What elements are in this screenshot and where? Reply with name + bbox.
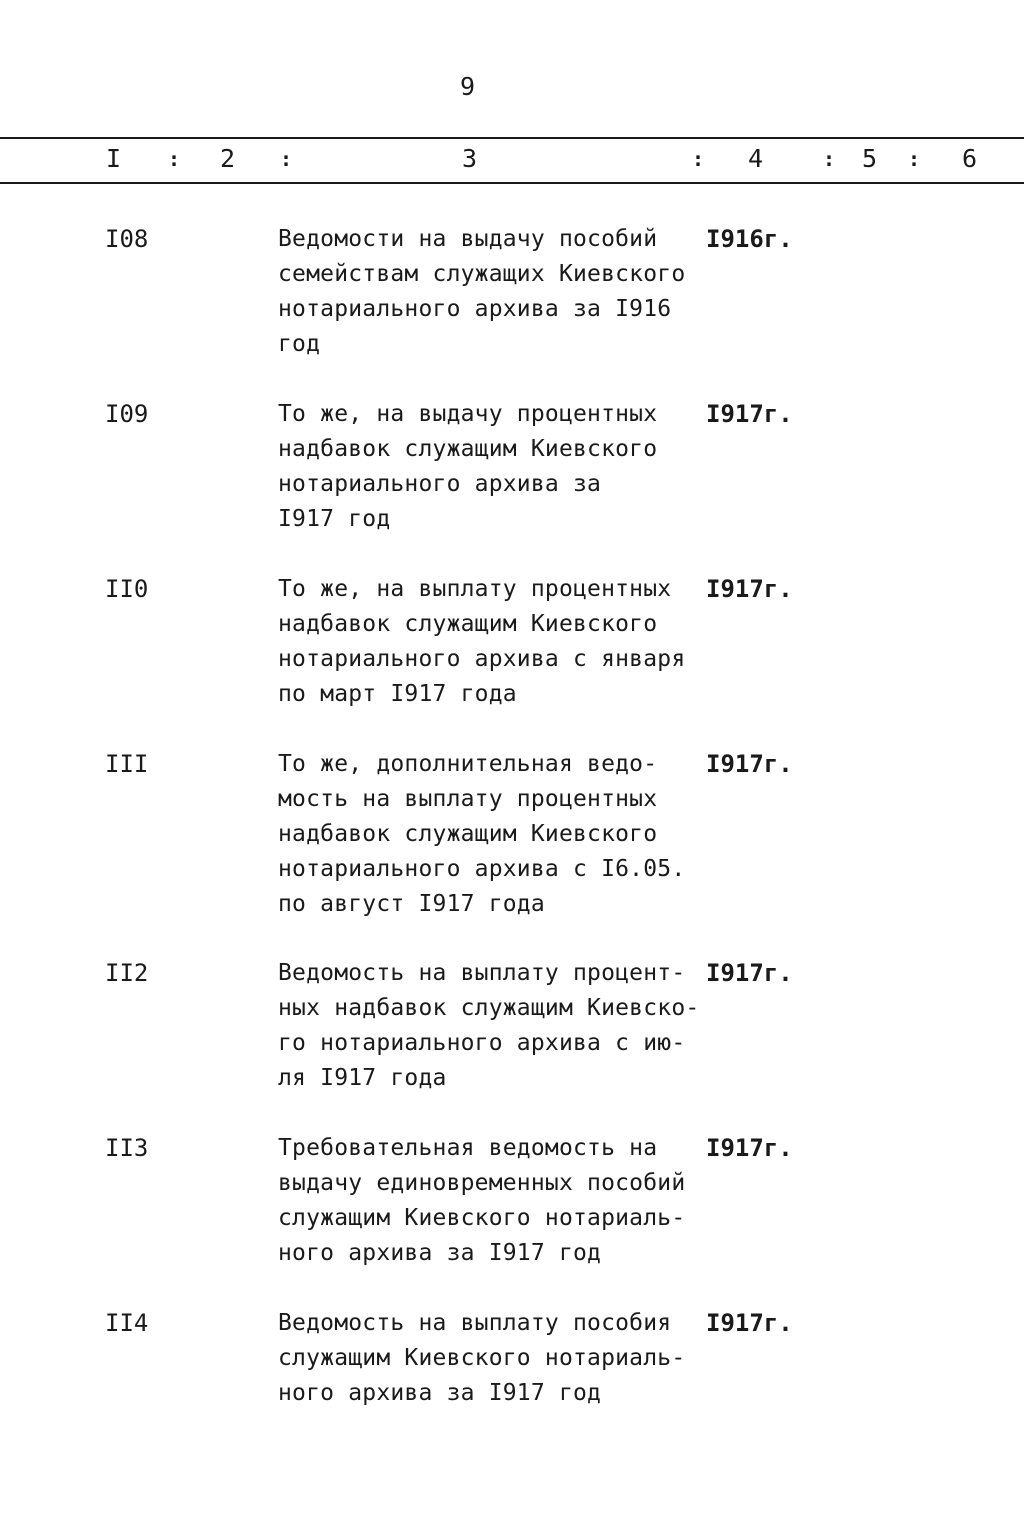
column-separator: :	[823, 147, 836, 171]
description-line: выдачу единовременных пособий	[278, 1170, 686, 1196]
entry-description	[278, 397, 698, 537]
description-line: То же, на выплату процентных	[278, 576, 672, 602]
description-line: I917 год	[278, 506, 391, 532]
column-3-header: 3	[462, 144, 478, 173]
entry-year: I917г.	[706, 959, 793, 987]
description-line: по август I917 года	[278, 891, 545, 917]
column-separator: :	[692, 147, 705, 171]
column-1-header: I	[106, 144, 122, 173]
entry-number: III	[105, 750, 149, 778]
description-line: нотариального архива за I916	[278, 296, 672, 322]
description-line: ного архива за I917 год	[278, 1380, 602, 1406]
description-line: мость на выплату процентных	[278, 786, 658, 812]
entry-description	[278, 1131, 698, 1271]
entry-number: II2	[105, 959, 149, 987]
entry-description	[278, 956, 698, 1096]
description-line: служащим Киевского нотариаль-	[278, 1205, 686, 1231]
description-line: ного архива за I917 год	[278, 1240, 602, 1266]
description-line: го нотариального архива с ию-	[278, 1030, 686, 1056]
column-4-header: 4	[748, 144, 764, 173]
entry-description	[278, 1306, 698, 1411]
description-line: Требовательная ведомость на	[278, 1135, 658, 1161]
column-separator: :	[908, 147, 921, 171]
column-2-header: 2	[220, 144, 236, 173]
description-line: по март I917 года	[278, 681, 517, 707]
header-top-rule	[0, 137, 1024, 139]
description-line: То же, на выдачу процентных	[278, 401, 658, 427]
description-line: надбавок служащим Киевского	[278, 436, 658, 462]
entry-year: I917г.	[706, 575, 793, 603]
entry-number: I09	[105, 400, 149, 428]
header-bottom-rule	[0, 182, 1024, 184]
description-line: Ведомость на выплату процент-	[278, 960, 686, 986]
description-line: надбавок служащим Киевского	[278, 611, 658, 637]
description-line: семействам служащих Киевского	[278, 261, 686, 287]
entry-description	[278, 572, 698, 712]
column-6-header: 6	[962, 144, 978, 173]
entry-number: I08	[105, 225, 149, 253]
page-number: 9	[460, 72, 476, 101]
description-line: Ведомость на выплату пособия	[278, 1310, 672, 1336]
entry-number: II4	[105, 1309, 149, 1337]
description-line: нотариального архива с января	[278, 646, 686, 672]
entry-number: II3	[105, 1134, 149, 1162]
entry-year: I916г.	[706, 225, 793, 253]
column-header-row	[0, 142, 1024, 176]
entry-number: II0	[105, 575, 149, 603]
entry-description	[278, 222, 698, 362]
description-line: надбавок служащим Киевского	[278, 821, 658, 847]
description-line: год	[278, 331, 321, 357]
column-separator: :	[280, 147, 293, 171]
description-line: Ведомости на выдачу пособий	[278, 226, 658, 252]
column-5-header: 5	[862, 144, 878, 173]
description-line: нотариального архива с I6.05.	[278, 856, 686, 882]
entry-year: I917г.	[706, 400, 793, 428]
column-separator: :	[168, 147, 181, 171]
entry-description	[278, 747, 698, 922]
entry-year: I917г.	[706, 1309, 793, 1337]
entry-year: I917г.	[706, 750, 793, 778]
description-line: нотариального архива за	[278, 471, 602, 497]
description-line: служащим Киевского нотариаль-	[278, 1345, 686, 1371]
description-line: ля I917 года	[278, 1065, 447, 1091]
description-line: То же, дополнительная ведо-	[278, 751, 658, 777]
entry-year: I917г.	[706, 1134, 793, 1162]
description-line: ных надбавок служащим Киевско-	[278, 995, 700, 1021]
